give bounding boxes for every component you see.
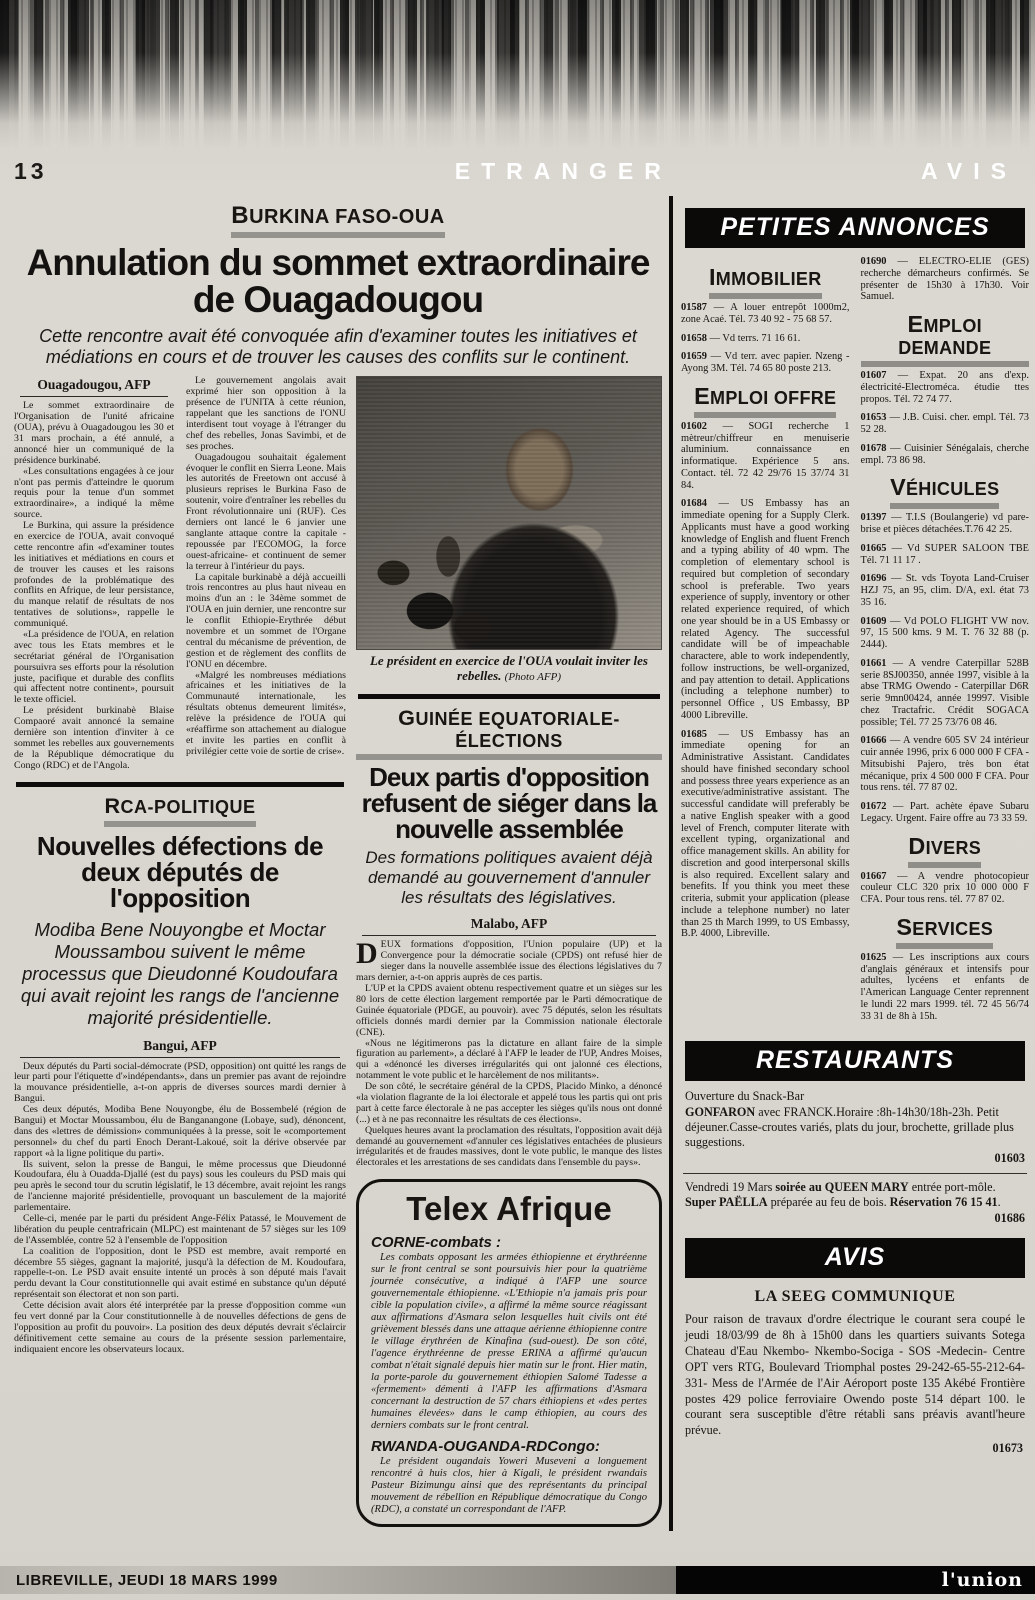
- ad-ref: 01673: [992, 1441, 1023, 1456]
- page-header: [0, 150, 1035, 190]
- avis-title: AVIS: [824, 1243, 886, 1272]
- ad-text: — T.I.S (Boulangerie) vd pare-brise et pièces détachées.T.76 42 25.: [860, 512, 1029, 535]
- scan-artifact-band: [0, 0, 1035, 150]
- classified-ad: [681, 498, 850, 721]
- paragraph-text: EUX formations d'opposition, l'Union populaire (UP) et la Convergence pour la démocratie sociale (CPDS) ont refusé hier de sieger dans la nouvelle assemblée issue des élections législatives du 7 mars dernier, a-t-on appris auprès de ces partis.: [356, 939, 662, 984]
- burkina-column-2: [186, 376, 346, 771]
- ad-text: — Vd SUPER SALOON TBE Tél. 71 11 17 .: [860, 542, 1029, 566]
- rca-dateline: Bangui, AFP: [20, 1038, 340, 1058]
- article-paragraph: L'UP et la CPDS avaient obtenu respectivement quatre et un sièges sur les 80 lors de cette élection largement remportée par le Parti démocratique de Guinée équatoriale (PDGE, au pouvoir). avec 75 députés, selon les résultats officiels donnés mardi dernier par la Commission nationale électorale (CNE).: [356, 983, 662, 1038]
- ad-text: — Expat. 20 ans d'exp. électricité-Electroméca. étudie ttes propos. Tél. 72 74 77.: [860, 370, 1029, 405]
- ad-ref: 01609: [860, 615, 887, 627]
- restaurant-ad-line: [685, 1180, 1025, 1195]
- restaurant-ad-line: [685, 1105, 1025, 1151]
- telex-item-body: Les combats opposant les armées éthiopienne et érythréenne sur le front central se sont poursuivis hier pour la quatrième journée consécutive, a indiqué à l'AFP une source gouvernementale éthiopienne. «L'Ethiopie n'a jamais pris pour cible la population civile», a affirmé la même source réagissant aux affirmations d'Asmara selon lesquelles huit civils ont été grièvement blessés dans une attaque aérienne éthiopienne contre le village érythréen de Kinafina (sud-ouest). De son côté, l'agence érythréenne de presse ERINA a affirmé qu'aucun combat n'était signalé depuis hier matin sur le front. Hier matin, la porte-parole du gouvernement éthiopien Salomé Tadesse a «fermement» démenti à l'AFP les affirmations d'Asmara concernant la destruction de 57 chars éthiopiens et «des pertes humaines élevées» dans le camp éthiopien, au cours des derniers combats sur le front central.: [371, 1252, 647, 1431]
- classified-ad: [861, 735, 1030, 794]
- ad-text: — Cuisinier Sénégalais, cherche empl. 73 86 98.: [860, 442, 1029, 466]
- article-paragraph: «Nous ne légitimerons pas la dictature en allant faire de la simple figuration au parlement», a déclaré à l'AFP le leader de l'UP, Andres Moises, qui a «dénoncé les diverses irrégularités qui ont jalonné ces élections, notamment le vote public et le harcèlement de nos militants».: [356, 1037, 662, 1082]
- telex-item-heading: RWANDA-OUGANDA-RDCongo:: [371, 1437, 600, 1455]
- seeg-heading: LA SEEG COMMUNIQUE: [754, 1288, 956, 1306]
- restaurant-ad-line: Ouverture du Snack-Bar: [685, 1089, 805, 1104]
- guinee-headline: Deux partis d'opposition refusent de siéger dans la nouvelle assemblée: [361, 762, 657, 845]
- photo-credit: (Photo AFP): [504, 671, 561, 684]
- ad-text: — SOGI recherche 1 mètreur/chiffreur en menuiserie aluminium. connaissance en informatique. Expérience 5 ans. Contact. tél. 72 42 29/76 15 37/74 31 84.: [681, 420, 850, 491]
- ad-ref: 01587: [681, 302, 707, 313]
- president-photo-figure: [356, 376, 662, 684]
- classified-ad: [681, 351, 850, 375]
- ad-ref: 01659: [681, 351, 707, 363]
- emploi-demande-header-wrap: [861, 311, 1030, 367]
- guinee-kicker-wrap: [356, 705, 662, 760]
- article-paragraph: Le sommet extraordinaire de l'Organisation de l'unité africaine (OUA), prévu à Ouagadougou les 30 et 31 mars prochain, a été annulé, a annoncé hier un communiqué de la présidence burkinabé.: [14, 400, 174, 466]
- ad-ref: 01667: [860, 870, 887, 882]
- section-divider-rule: [16, 782, 344, 787]
- article-paragraph: Le président burkinabè Blaise Compaoré avait annoncé la semaine dernière son intention d'inviter à ce sommet les rebelles aux gouvernements de la République démocratique du Congo (RDC) et de l'Angola.: [14, 705, 174, 771]
- ad-text: — Les inscriptions aux cours d'anglais généraux et intensifs pour adultes, lycéens et enfants de l'American Language Center reprennent le lundi 22 mars 1999. tél. 72 45 56/74 33 31 de 8h à 15h.: [860, 951, 1029, 1022]
- classified-ad: [861, 443, 1030, 467]
- guinee-dateline: Malabo, AFP: [362, 916, 656, 936]
- classified-ad: [861, 512, 1030, 536]
- classified-ad: [861, 256, 1030, 303]
- classified-ad: [681, 333, 850, 345]
- event-name: soirée au QUEEN MARY: [775, 1179, 909, 1194]
- footer-date: LIBREVILLE, JEUDI 18 MARS 1999: [16, 1571, 278, 1589]
- burkina-text-columns: [14, 376, 346, 771]
- rca-kicker: RCA-POLITIQUE: [104, 793, 255, 827]
- divider: [683, 1173, 1027, 1174]
- dish-name: Super PAËLLA: [685, 1194, 768, 1209]
- page-footer: [0, 1566, 1035, 1594]
- ad-ref: 01684: [681, 498, 707, 510]
- classified-ad: [861, 871, 1030, 906]
- article-paragraph: Ces deux députés, Modiba Bene Nouyongbe, élu de Bossembelé (région de Bangui) et Moctar Moussambou, élu de Banganangone (Lobaye, sud), dénoncent, dans des «lettres de démission» communiquées à la presse, soit le «comportement personnel» du chef du parti Enoch Derant-Lakoué, soit la dérive observée par rapport «à la ligne politique du parti».: [14, 1104, 346, 1159]
- ad-ref: 01603: [994, 1151, 1025, 1166]
- article-paragraph: De son côté, le secrétaire général de la CPDS, Placido Minko, a dénoncé «la violation flagrante de la loi électorale et appelé tous les partis qui ont pris part à cette farce électorale à ne pas accepter les sièges qu'ils nous ont donné (...) et à ne pas reconnaitre les résultats de ces élections».: [356, 1081, 662, 1125]
- ad-ref: 01653: [860, 412, 887, 424]
- restaurant-ad: [685, 1089, 1025, 1166]
- classified-ad: [681, 421, 850, 492]
- ad-text: — St. vds Toyota Land-Cruiser HZJ 75, an 95, clim. D/A, exl. état 73 35 16.: [860, 573, 1029, 608]
- vehicules-header-wrap: [861, 474, 1030, 509]
- restaurants-banner: [685, 1041, 1025, 1081]
- ad-text: — Vd terr. avec papier. Nzeng -Ayong 3M. Tél. 74 65 80 poste 213.: [681, 351, 850, 374]
- ad-ref: 01666: [860, 735, 887, 747]
- newspaper-brand: l'union: [941, 1569, 1023, 1591]
- section-title-avis: AVIS: [921, 157, 1017, 184]
- burkina-column-1: [14, 376, 174, 771]
- section-title-etranger: ETRANGER: [454, 157, 672, 184]
- ad-ref: 01665: [860, 542, 887, 554]
- ad-ref: 01661: [860, 657, 887, 669]
- classified-ad: [861, 616, 1030, 651]
- article-paragraph: Le Burkina, qui assure la présidence en exercice de l'OUA, avait convoqué cette rencontre afin «d'examiner toutes les initiatives et médiations en cours et de trouver les causes et les raisons profondes de la problématique des conflits en Afrique, de leur persistance, du manque relatif de résultats de nos tentatives de solutions», rappelle le communiqué.: [14, 520, 174, 630]
- petites-annonces-banner: [685, 208, 1025, 248]
- article-paragraph: Quelques heures avant la proclamation des résultats, l'opposition avait déjà demandé au gouvernement «d'annuler ces législatives entachées de plusieurs irrégularités et de fraudes massives, dont le vote public, le manque des listes électorales et les arrestations de ses candidats dans l'ensemble du pays».: [356, 1124, 662, 1169]
- reservation-number: Réservation 76 15 41: [889, 1194, 998, 1209]
- divers-header-wrap: [861, 833, 1030, 868]
- restaurant-ad-text: avec FRANCK.Horaire :8h-14h30/18h-23h. Petit déjeuner.Casse-croutes variés, plats du jour, brochette, grillade plus suggestions.: [685, 1104, 1014, 1149]
- guinee-article: [356, 705, 662, 1169]
- burkina-kicker: BURKINA FASO-OUA: [231, 202, 445, 238]
- classified-ad: [861, 573, 1030, 608]
- guinee-body: [356, 937, 662, 1169]
- ad-text: — J.B. Cuisi. cher. empl. Tél. 73 52 28.: [860, 412, 1029, 435]
- guinee-standfirst: Des formations politiques avaient déjà demandé au gouvernement d'annuler les résultats des législatives.: [365, 848, 653, 908]
- ad-ref: 01672: [860, 801, 887, 812]
- ad-text: entrée port-môle.: [911, 1179, 996, 1194]
- restaurants-title: RESTAURANTS: [755, 1046, 955, 1075]
- emploi-offre-header-wrap: [681, 383, 850, 418]
- drop-cap: D: [356, 937, 378, 971]
- services-header: SERVICES: [896, 914, 993, 949]
- ad-ref: 01397: [860, 512, 887, 524]
- article-paragraph: «La présidence de l'OUA, en relation avec tous les Etats membres et le secrétariat général de l'Organisation poursuivra ses efforts pour la résolution juste, pacifique et durable des conflits qui affectent notre continent», poursuit le texte officiel.: [14, 629, 174, 706]
- rca-kicker-wrap: [14, 793, 346, 827]
- classifieds-column-left: [681, 256, 850, 1029]
- services-header-wrap: [861, 914, 1030, 949]
- article-paragraph: Deux députés du Parti social-démocrate (PSD, opposition) ont quitté les rangs de leur parti pour l'étiquette d'»indépendants», dans un premier pas avant de rejoindre la mouvance présidentielle, a-t-on appris de diverses sources mardi dernier à Bangui.: [14, 1060, 346, 1105]
- ad-ref: 01696: [860, 573, 887, 585]
- avis-header-bar: [696, 158, 1027, 185]
- ad-text: Vendredi 19 Mars: [685, 1179, 773, 1194]
- seeg-body: Pour raison de travaux d'ordre électrique le courant sera coupé le jeudi 18/03/99 de 8h à 15h00 dans les quartiers suivants Sotega Chateau d'Eau Nkembo- Nkembo-Sociga - SOS -Medecin- Centre OPT vers RTG, Boulevard Triomphal postes 29-242-65-55-212-64-331- Mess de l'Armée de l'Air Aéroport poste 135 Akébé Frontière postes 429 police ferroviaire Owendo poste 514 départ 100. le courant sera susceptible d'être rétabli sans préavis avantl'heure prévue.: [685, 1312, 1025, 1438]
- ad-text: — US Embassy has an immediate opening for a Supply Clerk. Applicants must have a good working knowledge of English and fluent French and a typing ability of 40 wpm. The completion of elementary school is required but completion of secondary school is preferable. Two years experience of supply, inventory or other related experience required, of which one year should be in a US Embassy or related Agency. The successful candidate will be of impeachable charactere, able to work independently, follow instructions, be well-organized, and pay attention to detail. Applications (including a telephone number) to personnel Office , US Embassy, BP 4000 Libreville.: [681, 498, 850, 721]
- telex-afrique-box: [356, 1179, 662, 1526]
- classified-ad: [861, 952, 1030, 1023]
- burkina-headline: Annulation du sommet extraordinaire de Ouagadougou: [26, 242, 650, 320]
- ad-text: — ELECTRO-ELIE (GES) recherche démarcheurs confirmés. Se présenter de 15h30 à 17h30. Voir Samuel.: [860, 256, 1029, 303]
- emploi-offre-header: EMPLOI OFFRE: [694, 383, 836, 418]
- burkina-left-columns: [14, 376, 346, 1530]
- article-paragraph: Le gouvernement angolais avait exprimé hier son opposition à la présence de l'UNITA à cette réunion, rappelant que les sanctions de l'ONU interdisent tout voyage à l'étranger du chef des rebelles, Jonas Savimbi, et de ses proches.: [186, 375, 346, 452]
- ad-text: — A vendre photocopieur couleur CLC 320 prix 10 000 000 F CFA. Pour tous rens. tél. 77 87 02.: [860, 870, 1029, 905]
- ad-ref: 01625: [860, 951, 887, 963]
- ad-text: — Part. achète épave Subaru Legacy. Urgent. Faire offre au 73 33 59.: [860, 801, 1029, 824]
- ad-ref: 01602: [681, 420, 707, 432]
- burkina-dateline: Ouagadougou, AFP: [20, 378, 168, 397]
- rca-body: [14, 1062, 346, 1356]
- ad-text: — A vendre 605 SV 24 intérieur cuir année 1996, prix 6 000 000 F CFA - Mitsubishi Pajero, très bon état mécanique, prix 4 500 000 F CFA. Pour tous rens. tél. 77 87 02.: [860, 735, 1029, 794]
- classified-ad: [861, 370, 1030, 405]
- photo-caption: [362, 654, 656, 684]
- article-paragraph: «Malgré les nombreuses médiations africaines et les initiatives de la Communauté internationale, les résultats obtenus demeurent limités», relève la présidence de l'OUA qui «réaffirme son attachement au dialogue et invite les parties en conflit à privilégier cette voie de sortie de crise».: [186, 669, 346, 757]
- telex-item-heading: CORNE-combats :: [371, 1234, 502, 1252]
- vehicules-header: VÉHICULES: [890, 474, 999, 509]
- ad-text: — Vd terrs. 71 16 61.: [709, 332, 801, 344]
- classified-ad: [861, 801, 1030, 825]
- classifieds-column-right: [861, 256, 1030, 1029]
- ad-ref: 01685: [681, 728, 707, 740]
- divers-header: DIVERS: [908, 833, 981, 868]
- burkina-standfirst: Cette rencontre avait été convoquée afin d'examiner toutes les initiatives et médiations en cours et de trouver les causes des conflits sur le continent.: [39, 326, 637, 368]
- classified-ad: [861, 543, 1030, 567]
- classified-ad: [861, 412, 1030, 436]
- page-number: 13: [14, 157, 48, 184]
- article-paragraph: Ils suivent, selon la presse de Bangui, le même processus que Dieudonné Koudoufara, élu à Ouadda-Djallé (est du pays) sous les couleurs du PSD mais qui peu après le second tour du scrutin législatif, le 13 décembre, avait rejoint les rangs de l'ancienne majorité présidentielle, provoquant un basculement de la majorité parlementaire.: [14, 1158, 346, 1214]
- classified-ad: [681, 302, 850, 326]
- ad-text: — US Embassy has an immediate opening for an Administrative Assistant. Candidates should have finished secondary school and possess three years experience as an executive/administrative assistant. The successful candidate will preferably be a native English speaker with a good level of French, computer literate with excellent typing, organizational and office management skills. An ability for discretion and good interpersonal skills is also required. Excellent salary and benefits. If you think you meet these criteria, submit your application (please include a telephone number) no later than 25 th March 1999, to US Embassy, B.P. 4000, Libreville.: [681, 728, 850, 940]
- restaurant-ad-line: [685, 1195, 1025, 1210]
- immobilier-header-wrap: [681, 264, 850, 299]
- restaurant-name: GONFARON: [685, 1104, 756, 1119]
- rca-headline: Nouvelles défections de deux députés de l'opposition: [36, 830, 324, 913]
- classified-ad: [681, 729, 850, 941]
- ad-text: .: [997, 1194, 1001, 1209]
- article-paragraph: La capitale burkinabè a déjà accueilli trois rencontres au plus haut niveau en moins d'un an : le 34ème sommet de l'OUA en juin dernier, une rencontre sur le conflit Ethiopie-Erythrée début novembre et un sommet de l'Organe central du mécanisme de prévention, de gestion et de règlement des conflits de l'ONU en décembre.: [186, 571, 346, 670]
- ad-ref: 01678: [860, 442, 887, 454]
- ad-text: — A louer entrepôt 1000m2, zone Acaé. Tél. 73 40 92 - 75 68 57.: [681, 302, 850, 325]
- avis-banner: [685, 1238, 1025, 1278]
- article-paragraph: «Les consultations engagées à ce jour n'ont pas permis d'atteindre le quorum requis pour la tenue d'un sommet extraordinaire», a indiqué la même source.: [14, 465, 174, 521]
- immobilier-header: IMMOBILIER: [709, 264, 822, 299]
- article-paragraph: Cette décision avait alors été interprétée par la presse d'opposition comme «un feu vert donné par la Cour constitutionnelle à de nouvelles défections de gens de l'opposition au profit du pouvoir». La position des deux députés devrait s'éclaircir définitivement cette semaine au cours de la présente session parlementaire, indiquaient encore les observateurs locaux.: [14, 1300, 346, 1355]
- ad-ref: 01658: [681, 332, 707, 344]
- classifieds-columns: [681, 256, 1029, 1029]
- burkina-photo-column: [356, 376, 662, 1530]
- section-divider-rule: [358, 694, 660, 699]
- rca-standfirst: Modiba Bene Nouyongbe et Moctar Moussambou suivent le même processus que Dieudonné Koudoufara qui avait rejoint les rangs de l'ancienne majorité présidentielle.: [20, 918, 340, 1029]
- footer-brand-bar: [676, 1566, 1035, 1594]
- etranger-header-bar: [62, 158, 682, 185]
- article-paragraph: Ouagadougou souhaitait également évoquer le conflit en Sierra Leone. Mais les autorités de Freetown ont accusé à plusieurs reprises le Burkina Faso de soutenir, voire d'entraîner les rebelles du Front révolutionnaire uni (RUF). Ces derniers ont lancé le 6 janvier une sanglante attaque contre la capitale -repoussée par l'ECOMOG, la force ouest-africaine- et continuent de semer la terreur à l'intérieur du pays.: [186, 451, 346, 572]
- emploi-demande-header: EMPLOI DEMANDE: [861, 311, 1030, 367]
- classified-ad: [861, 658, 1030, 729]
- page-content: [0, 190, 1035, 1531]
- etranger-zone: [14, 196, 673, 1531]
- avis-zone: [673, 196, 1029, 1531]
- footer-date-bar: [0, 1566, 676, 1594]
- article-paragraph: La coalition de l'opposition, dont le PSD est membre, avait remporté en décembre 55 sièges, gagnant la majorité, jusqu'à la défection de M. Koudoufara, rappelle-t-on. Le PSD avait ensuite intenté un procès à son député mais l'avait perdu devant la Cour constitutionnelle qui avait estimé en substance qu'un député représentait son électorat et non son parti.: [14, 1245, 346, 1301]
- ad-text: — Vd POLO FLIGHT VW nov. 97, 15 500 kms. 9 M. T. 76 32 88 (p. 2444).: [860, 615, 1029, 650]
- ad-ref: 01686: [994, 1211, 1025, 1225]
- restaurant-ad: [685, 1180, 1025, 1227]
- telex-item-body: Le président ougandais Yoweri Museveni a longuement rencontré à huis clos, hier à Kigali, le président rwandais Pasteur Bizimungu ainsi que des représentants du principal mouvement de rébellion en République démocratique du Congo (RDC), a constaté un correspondant de l'AFP.: [371, 1455, 647, 1515]
- photo-caption-text: Le président en exercice de l'OUA voulait inviter les rebelles.: [369, 653, 648, 684]
- telex-title: Telex Afrique: [406, 1190, 612, 1228]
- president-photo: [356, 376, 662, 650]
- petites-annonces-title: PETITES ANNONCES: [720, 213, 990, 241]
- ad-text: — A vendre Caterpillar 528B serie 8SJ00350, année 1997, visible à la abse TRMG Owendo - Caterpillar D6R serie 9mn00424, année 19997. Visible chez Tractafric. Crédit SOGACA possible; Tél. 77 25 73/76 08 46.: [860, 657, 1029, 728]
- rca-article: [14, 793, 346, 1356]
- ad-ref: 01690: [860, 256, 887, 267]
- guinee-kicker: GUINÉE EQUATORIALE-ÉLECTIONS: [356, 705, 662, 760]
- article-paragraph: Celle-ci, menée par le parti du président Ange-Félix Patassé, le Mouvement de libération du peuple centrafricain (MLPC) est maintenant de 57 sièges sur les 109 de l'Assemblée, contre 52 à l'ensemble de l'opposition: [14, 1213, 346, 1246]
- ad-ref: 01607: [860, 370, 887, 381]
- ad-text: préparée au feu de bois.: [770, 1194, 887, 1209]
- article-paragraph: [356, 937, 662, 984]
- burkina-body-wrap: [14, 376, 662, 1530]
- burkina-kicker-wrap: [14, 202, 662, 238]
